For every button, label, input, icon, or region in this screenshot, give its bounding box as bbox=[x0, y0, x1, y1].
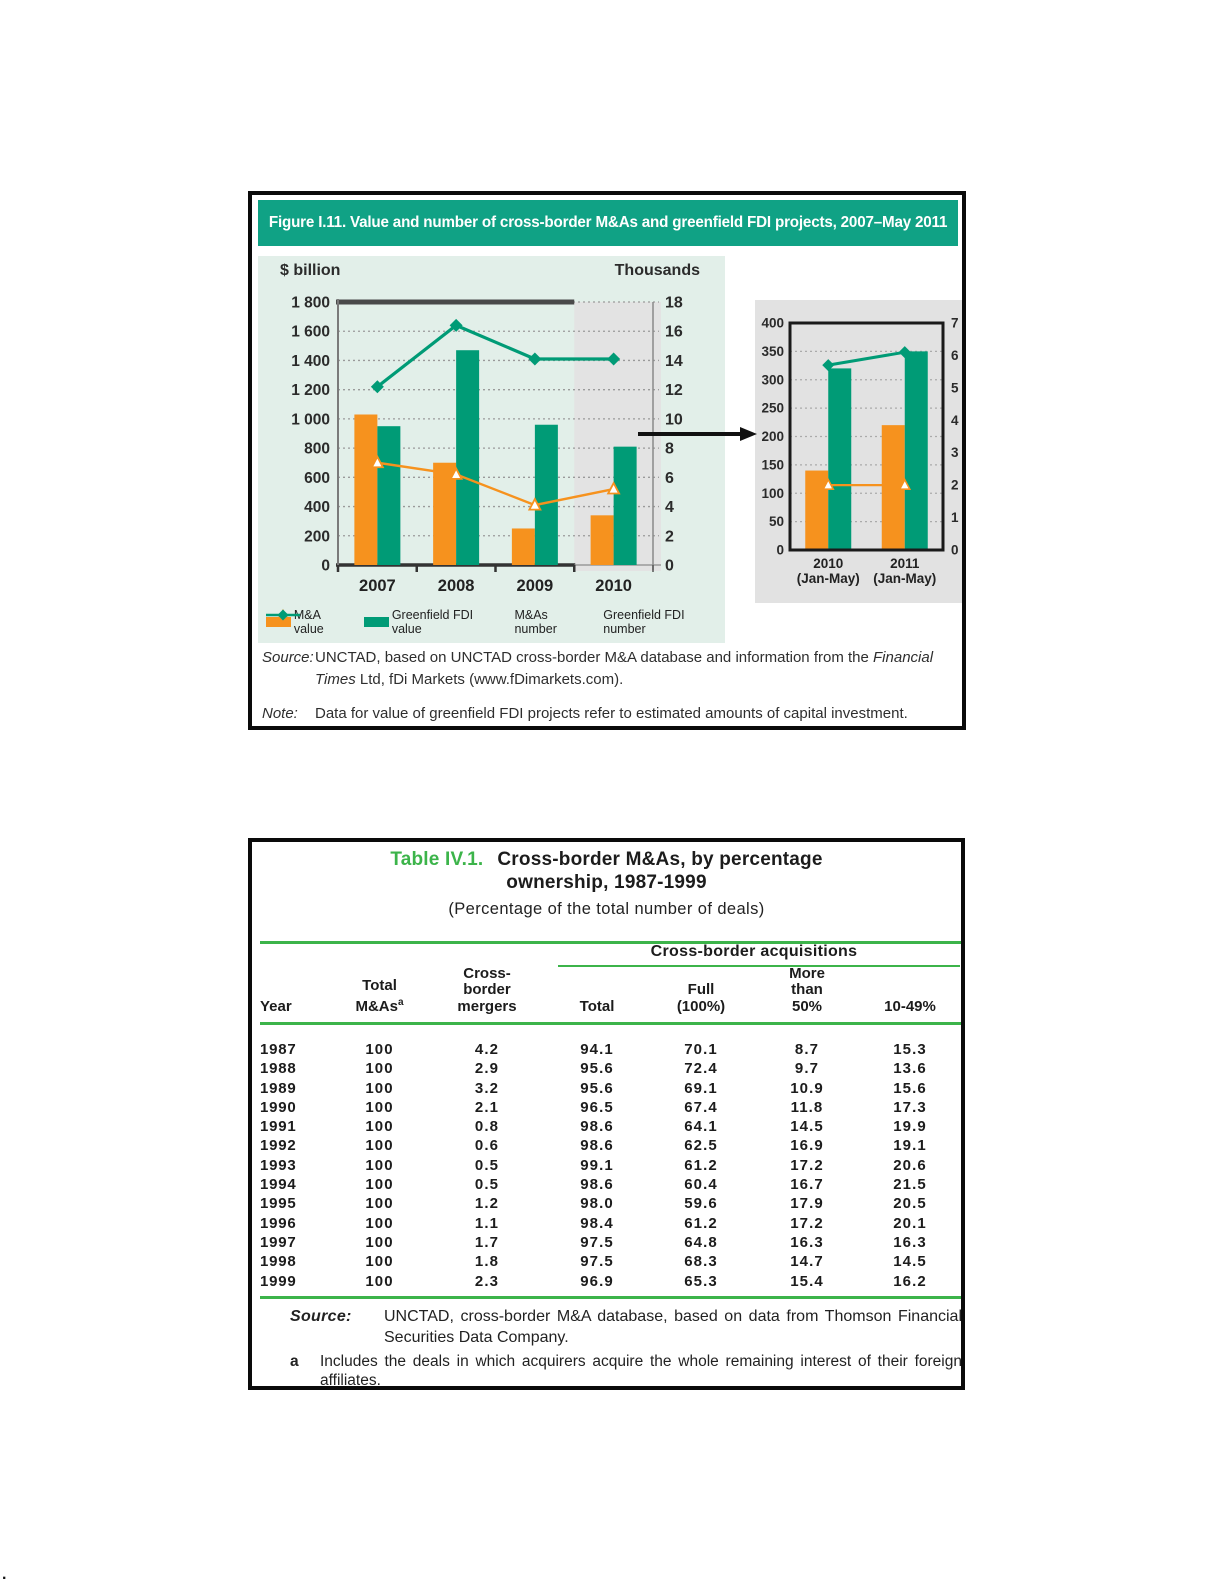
value-cell: 1.7 bbox=[474, 1233, 500, 1251]
value-cell: 4.2 bbox=[474, 1041, 500, 1058]
value-cell: 64.1 bbox=[684, 1118, 718, 1136]
right-tick-label: 6 bbox=[665, 469, 674, 487]
table-row bbox=[260, 1233, 961, 1252]
bar bbox=[805, 471, 828, 550]
value-cell: 98.6 bbox=[580, 1137, 614, 1155]
year-cell: 1998 bbox=[260, 1253, 297, 1271]
table-number: Table IV.1. bbox=[390, 849, 484, 870]
value-cell: 67.4 bbox=[684, 1098, 718, 1116]
left-tick-label: 200 bbox=[304, 528, 330, 546]
left-tick-label: 1 600 bbox=[291, 323, 330, 341]
figure-source bbox=[258, 647, 958, 691]
figure-note bbox=[258, 705, 958, 722]
table-row bbox=[260, 1136, 961, 1155]
value-cell: 96.5 bbox=[580, 1098, 614, 1116]
table-title-line2: ownership, 1987-1999 bbox=[506, 872, 707, 893]
value-cell: 97.5 bbox=[580, 1253, 614, 1271]
value-cell: 98.6 bbox=[580, 1118, 614, 1136]
main-chart-panel bbox=[258, 256, 725, 643]
value-cell: 1.2 bbox=[474, 1195, 500, 1213]
main-chart bbox=[258, 256, 725, 643]
figure-note-label: Note: bbox=[262, 705, 298, 722]
right-tick-label: 3 bbox=[951, 445, 959, 461]
value-cell: 14.5 bbox=[893, 1253, 927, 1271]
footnote-ref: a bbox=[397, 996, 404, 1008]
table-row bbox=[260, 1194, 961, 1213]
value-cell: 2.3 bbox=[474, 1272, 500, 1290]
left-tick-label: 50 bbox=[768, 514, 784, 530]
table-row bbox=[260, 1175, 961, 1194]
legend-label: Greenfield FDI number bbox=[603, 608, 685, 636]
column-header: Full (100%) bbox=[676, 981, 726, 1015]
left-tick-label: 0 bbox=[776, 542, 784, 558]
year-cell: 1988 bbox=[260, 1060, 297, 1078]
category-label: (Jan-May) bbox=[873, 571, 937, 586]
value-cell: 69.1 bbox=[684, 1079, 718, 1097]
value-cell: 99.1 bbox=[580, 1156, 614, 1174]
legend-label: M&A value bbox=[293, 608, 324, 636]
value-cell: 100 bbox=[365, 1272, 394, 1290]
value-cell: 72.4 bbox=[684, 1060, 718, 1078]
value-cell: 100 bbox=[365, 1137, 394, 1155]
year-cell: 1993 bbox=[260, 1156, 297, 1174]
value-cell: 62.5 bbox=[684, 1137, 718, 1155]
bar bbox=[905, 351, 928, 550]
category-label: (Jan-May) bbox=[796, 571, 860, 586]
value-cell: 68.3 bbox=[684, 1253, 718, 1271]
table-row bbox=[260, 1079, 961, 1098]
value-cell: 21.5 bbox=[893, 1176, 927, 1194]
value-cell: 59.6 bbox=[684, 1195, 718, 1213]
value-cell: 15.4 bbox=[790, 1272, 824, 1290]
left-tick-label: 250 bbox=[761, 400, 784, 416]
value-cell: 96.9 bbox=[580, 1272, 614, 1290]
table-footnote-text: Includes the deals in which acquirers acquire the whole remaining interest of their foreign affiliates. bbox=[320, 1353, 962, 1389]
right-tick-label: 16 bbox=[665, 323, 683, 341]
value-cell: 100 bbox=[365, 1214, 394, 1232]
value-cell: 100 bbox=[365, 1098, 394, 1116]
column-header: More than 50% bbox=[789, 964, 825, 1015]
value-cell: 8.7 bbox=[794, 1041, 820, 1058]
value-cell: 20.5 bbox=[893, 1195, 927, 1213]
table-header-row bbox=[260, 944, 961, 1018]
column-header: Total bbox=[579, 997, 615, 1015]
value-cell: 1.1 bbox=[474, 1214, 500, 1232]
table-row bbox=[260, 1214, 961, 1233]
value-cell: 0.8 bbox=[474, 1118, 500, 1136]
value-cell: 100 bbox=[365, 1233, 394, 1251]
figure-title-bar bbox=[258, 200, 958, 246]
bar bbox=[614, 447, 637, 565]
year-cell: 1991 bbox=[260, 1118, 297, 1136]
table-row bbox=[260, 1156, 961, 1175]
left-tick-label: 0 bbox=[321, 557, 330, 575]
table-title-line1: Cross-border M&As, by percentage bbox=[497, 849, 823, 870]
value-cell: 100 bbox=[365, 1079, 394, 1097]
right-tick-label: 2 bbox=[665, 528, 674, 546]
legend-item bbox=[514, 608, 590, 636]
right-tick-label: 4 bbox=[951, 412, 959, 428]
arrow-to-inset-icon bbox=[638, 424, 758, 444]
figure-source-text: UNCTAD, based on UNCTAD cross-border M&A database and information from the Financial Times Ltd, fDi Markets (www.fDimarkets.com). bbox=[315, 649, 934, 688]
bar bbox=[828, 368, 851, 550]
value-cell: 14.7 bbox=[790, 1253, 824, 1271]
legend-item bbox=[603, 608, 725, 636]
year-cell: 1992 bbox=[260, 1137, 297, 1155]
left-tick-label: 100 bbox=[761, 485, 784, 501]
value-cell: 15.3 bbox=[893, 1041, 927, 1058]
table-subtitle: (Percentage of the total number of deals) bbox=[448, 900, 765, 918]
figure-source-label: Source: bbox=[262, 649, 314, 666]
value-cell: 0.5 bbox=[474, 1176, 500, 1194]
inset-chart-panel bbox=[755, 300, 962, 603]
table-row bbox=[260, 1040, 961, 1059]
table-rule-mid bbox=[260, 1022, 961, 1025]
value-cell: 16.3 bbox=[790, 1233, 824, 1251]
table-source-label: Source: bbox=[290, 1308, 352, 1325]
year-cell: 1997 bbox=[260, 1233, 297, 1251]
right-axis-title: Thousands bbox=[614, 262, 700, 279]
left-tick-label: 400 bbox=[304, 499, 330, 517]
bar bbox=[535, 425, 558, 565]
right-tick-label: 2 bbox=[951, 477, 959, 493]
value-cell: 100 bbox=[365, 1060, 394, 1078]
value-cell: 98.0 bbox=[580, 1195, 614, 1213]
bar bbox=[377, 426, 400, 565]
table-row bbox=[260, 1059, 961, 1078]
value-cell: 95.6 bbox=[580, 1079, 614, 1097]
page-artifact-dot: . bbox=[2, 1566, 7, 1583]
year-cell: 1987 bbox=[260, 1041, 297, 1058]
value-cell: 94.1 bbox=[580, 1041, 614, 1058]
right-tick-label: 7 bbox=[951, 315, 959, 331]
left-axis-title: $ billion bbox=[280, 262, 341, 279]
left-tick-label: 200 bbox=[761, 429, 784, 444]
value-cell: 100 bbox=[365, 1156, 394, 1174]
right-tick-label: 1 bbox=[951, 510, 959, 526]
category-label: 2008 bbox=[437, 577, 475, 595]
right-tick-label: 0 bbox=[951, 542, 959, 558]
value-cell: 65.3 bbox=[684, 1272, 718, 1290]
left-tick-label: 600 bbox=[304, 469, 330, 487]
year-cell: 1990 bbox=[260, 1098, 297, 1116]
left-tick-label: 350 bbox=[761, 343, 784, 359]
value-cell: 9.7 bbox=[794, 1060, 820, 1078]
value-cell: 2.9 bbox=[474, 1060, 500, 1078]
right-tick-label: 8 bbox=[665, 440, 674, 458]
right-tick-label: 0 bbox=[665, 557, 674, 575]
value-cell: 19.9 bbox=[893, 1118, 927, 1136]
left-tick-label: 1 000 bbox=[291, 411, 330, 429]
table-row bbox=[260, 1117, 961, 1136]
table-source bbox=[252, 1306, 961, 1348]
value-cell: 13.6 bbox=[893, 1060, 927, 1078]
table-row bbox=[260, 1098, 961, 1117]
diamond-marker-icon bbox=[278, 610, 289, 621]
diamond-marker-icon bbox=[528, 352, 541, 365]
value-cell: 61.2 bbox=[684, 1214, 718, 1232]
table-row bbox=[260, 1272, 961, 1291]
value-cell: 100 bbox=[365, 1118, 394, 1136]
right-tick-label: 5 bbox=[951, 380, 959, 396]
table-title bbox=[252, 848, 961, 894]
value-cell: 16.9 bbox=[790, 1137, 824, 1155]
bar bbox=[512, 528, 535, 565]
value-cell: 16.2 bbox=[893, 1272, 927, 1290]
left-tick-label: 800 bbox=[304, 440, 330, 458]
year-cell: 1995 bbox=[260, 1195, 297, 1213]
left-tick-label: 1 400 bbox=[291, 352, 330, 370]
category-label: 2010 bbox=[595, 577, 632, 595]
table-group-header: Cross-border acquisitions bbox=[650, 943, 858, 960]
value-cell: 17.9 bbox=[790, 1195, 824, 1213]
right-tick-label: 6 bbox=[951, 347, 959, 363]
value-cell: 100 bbox=[365, 1176, 394, 1194]
category-label: 2007 bbox=[359, 577, 396, 595]
table-body bbox=[260, 1040, 961, 1291]
category-label: 2011 bbox=[890, 556, 920, 571]
value-cell: 2.1 bbox=[474, 1098, 500, 1116]
bar bbox=[354, 415, 377, 565]
column-header: Cross- border mergers bbox=[457, 964, 517, 1015]
value-cell: 15.6 bbox=[893, 1079, 927, 1097]
value-cell: 3.2 bbox=[474, 1079, 500, 1097]
figure-box bbox=[248, 191, 966, 730]
value-cell: 61.2 bbox=[684, 1156, 718, 1174]
value-cell: 20.1 bbox=[893, 1214, 927, 1232]
table-footnote bbox=[252, 1353, 961, 1390]
year-cell: 1994 bbox=[260, 1176, 297, 1194]
value-cell: 98.4 bbox=[580, 1214, 614, 1232]
table-rule-bottom bbox=[260, 1296, 961, 1299]
figure-note-text: Data for value of greenfield FDI projects refer to estimated amounts of capital investment. bbox=[315, 705, 908, 722]
value-cell: 100 bbox=[365, 1041, 394, 1058]
category-label: 2010 bbox=[813, 556, 844, 571]
value-cell: 0.6 bbox=[474, 1137, 500, 1155]
year-cell: 1996 bbox=[260, 1214, 297, 1232]
column-header: Year bbox=[260, 997, 292, 1015]
right-tick-label: 12 bbox=[665, 382, 683, 400]
value-cell: 14.5 bbox=[790, 1118, 824, 1136]
bar-swatch-icon bbox=[364, 617, 389, 627]
value-cell: 60.4 bbox=[684, 1176, 718, 1194]
left-tick-label: 1 800 bbox=[291, 294, 330, 312]
data-line bbox=[828, 352, 905, 365]
column-header: 10-49% bbox=[884, 997, 936, 1015]
value-cell: 16.7 bbox=[790, 1176, 824, 1194]
left-tick-label: 150 bbox=[761, 457, 784, 473]
value-cell: 10.9 bbox=[790, 1079, 824, 1097]
year-cell: 1999 bbox=[260, 1272, 297, 1290]
value-cell: 1.8 bbox=[474, 1253, 500, 1271]
inset-chart bbox=[755, 300, 962, 603]
right-tick-label: 10 bbox=[665, 411, 683, 429]
left-tick-label: 1 200 bbox=[291, 382, 330, 400]
value-cell: 20.6 bbox=[893, 1156, 927, 1174]
value-cell: 70.1 bbox=[684, 1041, 718, 1058]
bar bbox=[456, 350, 479, 565]
right-tick-label: 14 bbox=[665, 352, 683, 370]
value-cell: 64.8 bbox=[684, 1233, 718, 1251]
table-source-text: UNCTAD, cross-border M&A database, based on data from Thomson Financial Securities Data Company. bbox=[384, 1308, 962, 1346]
table-row bbox=[260, 1252, 961, 1271]
value-cell: 98.6 bbox=[580, 1176, 614, 1194]
value-cell: 100 bbox=[365, 1195, 394, 1213]
value-cell: 0.5 bbox=[474, 1156, 500, 1174]
line-diamond-icon bbox=[266, 608, 300, 621]
right-tick-label: 18 bbox=[665, 294, 683, 312]
value-cell: 17.2 bbox=[790, 1156, 824, 1174]
category-label: 2009 bbox=[516, 577, 554, 595]
table-box bbox=[248, 838, 965, 1390]
left-tick-label: 400 bbox=[761, 315, 784, 331]
value-cell: 16.3 bbox=[893, 1233, 927, 1251]
value-cell: 17.3 bbox=[893, 1098, 927, 1116]
year-cell: 1989 bbox=[260, 1079, 297, 1097]
left-tick-label: 300 bbox=[761, 372, 784, 388]
legend-item bbox=[364, 608, 502, 636]
value-cell: 95.6 bbox=[580, 1060, 614, 1078]
value-cell: 100 bbox=[365, 1253, 394, 1271]
legend-label: M&As number bbox=[514, 608, 557, 636]
value-cell: 11.8 bbox=[790, 1098, 824, 1116]
chart-legend bbox=[266, 608, 725, 636]
figure-title: Figure I.11. Value and number of cross-border M&As and greenfield FDI projects, 2007–May 2011 bbox=[268, 214, 948, 231]
bar bbox=[591, 515, 614, 565]
column-header: Total M&As$^a$ bbox=[355, 977, 404, 1015]
legend-label: Greenfield FDI value bbox=[391, 608, 474, 636]
value-cell: 97.5 bbox=[580, 1233, 614, 1251]
value-cell: 19.1 bbox=[893, 1137, 927, 1155]
value-cell: 17.2 bbox=[790, 1214, 824, 1232]
table-footnote-marker: a bbox=[290, 1353, 299, 1370]
right-tick-label: 4 bbox=[665, 499, 674, 517]
